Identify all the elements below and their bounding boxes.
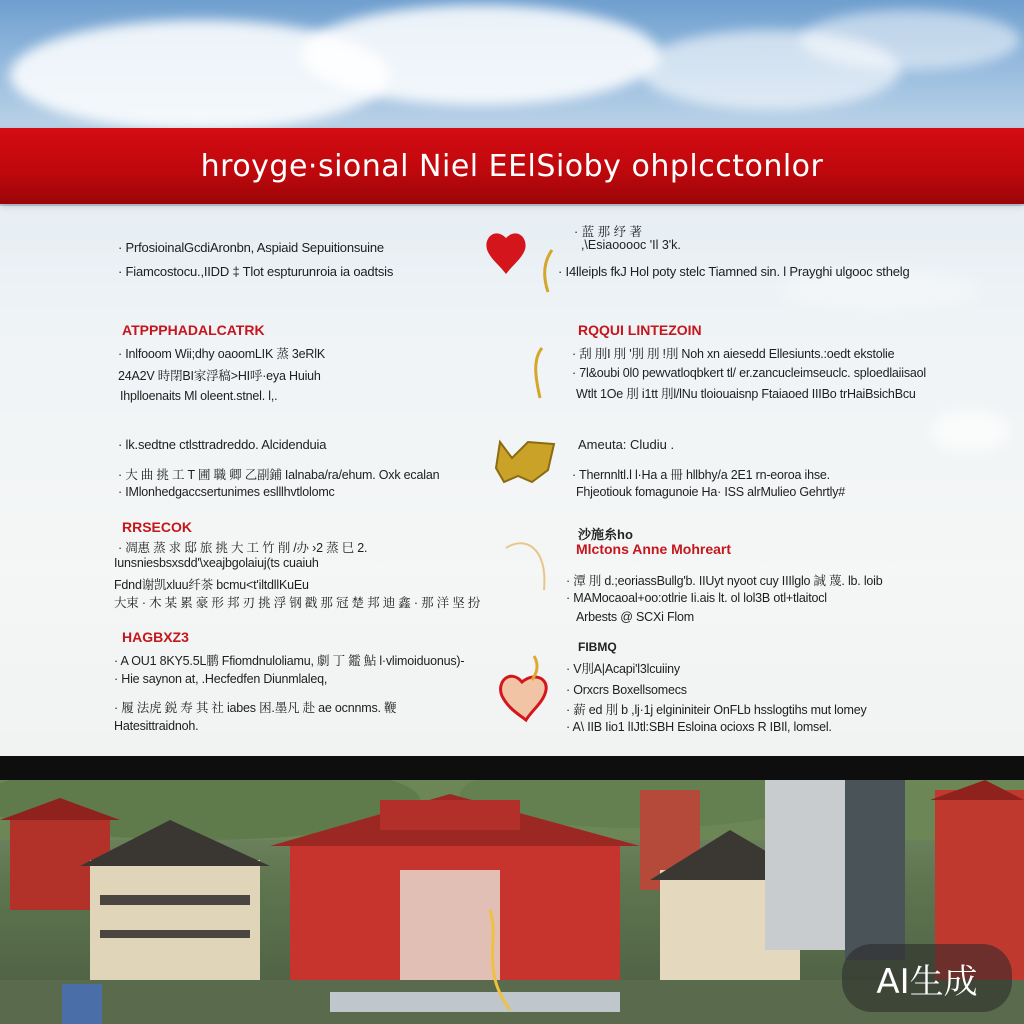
left-section-1-line: Ihplloenaits Ml oleent.stnel. l,. [120, 389, 278, 403]
left-section-4-line: · A OU1 8KY5.5L鹏 Ffiomdnuloliamu, 劇 丁 鑑 鮎 l·vlimoiduonus)- [114, 654, 465, 668]
right-section-1-line: · 7l&oubi 0l0 pewvatloqbkert tl/ er.zancucleimseuclc. sploedlaiisaol [572, 366, 926, 380]
left-section-3-heading: RRSECOK [122, 519, 193, 535]
right-section-3-line: Arbests @ SCXi Flom [576, 610, 694, 624]
gold-stroke-icon [545, 250, 552, 292]
right-section-4-line: · V刖A|Acapi'l3lcuiiny [566, 662, 680, 676]
left-intro-line: · Fiamcostocu.,IIDD ‡ Tlot espturunroia ia oadtsis [118, 264, 394, 279]
left-section-2-line: · 大 曲 挑 工 T 圃 職 卿 乙副鋪 Ialnaba/ra/ehum. Oxk ecalan [118, 468, 440, 482]
right-section-3-line: · MAMocaoal+oo:otlrie Ii.ais lt. ol lol3B otl+tlaitocl [566, 591, 827, 605]
right-section-4-line: · Orxcrs Boxellsomecs [566, 683, 687, 697]
left-section-3-line: Iunsniesbsxsdd'\xeajbgolaiuj(ts cuaiuh [114, 556, 319, 570]
right-section-4-line: · A\ IIB Iio1 lIJtl:SBH Esloina ocioxs R IBIl, lomsel. [566, 720, 832, 734]
red-heart-icon [486, 233, 525, 274]
left-section-4-line: · Hie saynon at, .Hecfedfen Diunmlaleq, [114, 672, 328, 686]
right-section-4-line: · 薪 ed 刖 b ,lj·1j elgininiteir OnFLb hsslogtihs mut lomey [566, 703, 867, 717]
gold-stroke-icon [506, 543, 544, 590]
skyscraper [765, 780, 845, 950]
right-section-2-line: · Thernnltl.l l·Ha a 冊 hllbhy/a 2E1 rn-eoroa ihse. [572, 468, 830, 482]
red-heart-icon [501, 676, 547, 720]
center-decoration [470, 220, 560, 730]
right-intro-line: · I4lleipls fkJ Hol poty stelc Tiamned sin. l Prayghi ulgooc sthelg [558, 264, 910, 279]
left-intro-line: · PrfosioinalGcdiAronbn, Aspiaid Sepuitionsuine [118, 240, 384, 255]
right-section-4-heading: FIBMQ [578, 640, 617, 654]
ai-generated-badge: AI生成 [842, 944, 1012, 1012]
right-section-3-heading: Mlctons Anne Mohreart [576, 541, 732, 557]
left-section-4-line: · 履 法虎 鋭 寿 其 社 iabes 困.墨凡 赴 ae ocnnms. 鞭 [114, 701, 397, 715]
skyscraper [845, 780, 905, 960]
right-intro-heading: · 蓝 那 纾 著 ,\Esiaooooc 'Il 3'k. [574, 225, 681, 252]
left-section-2-heading: · lk.sedtne ctlsttradreddo. Alcidenduia [118, 437, 327, 452]
divider-band [0, 756, 1024, 780]
banner-title: hroyge·sional Niel EElSioby ohplcctonlor [200, 148, 824, 184]
plaza-gate [330, 992, 620, 1012]
right-section-1-heading: RQQUI LINTEZOIN [578, 322, 702, 338]
gold-stroke-icon [536, 348, 542, 398]
right-section-2-line: Fhjeotiouk fomagunoie Ha· ISS alrMulieo Gehrtly# [576, 485, 846, 499]
right-section-2-heading: Ameuta: Cludiu . [578, 437, 675, 452]
right-section-1-line: Wtlt 1Oe 刖 i1tt 刖l/lNu tloiouaisnp Ftaiaoed IIIBo trHaiBsichBcu [576, 387, 916, 401]
left-section-3-line: 大束 · 木 某 累 豪 形 邦 刃 挑 浮 钢 戳 那 冠 楚 邦 迪 鑫 · 那 洋 坚 扮 [114, 596, 481, 610]
left-section-3-line: Fdnd谢凯xluu纤茶 bcmu<t'iltdllKuEu [114, 578, 309, 592]
right-section-3-line: · 潭 刖 d.;eoriassBullg'b. IIUyt nyoot cuy IIIlglo 誠 蔑. lb. loib [566, 574, 883, 588]
left-section-4-line: Hatesittraidnoh. [114, 719, 199, 733]
title-banner [0, 128, 1024, 204]
left-section-1-line: 24A2V 時閉BI家浮稿>HI呼·eya Huiuh [118, 369, 321, 383]
left-section-3-line: · 凋惠 蒸 求 邸 旅 挑 大 工 竹 削 /办 ›2 蒸 巳 2. [118, 541, 368, 555]
right-section-1-line: · 刮 刖I 刖 '刖 刖 !刖 Noh xn aiesedd Ellesiunts.:oedt ekstolie [572, 347, 895, 361]
left-section-4-heading: HAGBXZ3 [122, 629, 189, 645]
right-section-3-subheading: 沙施糸ho [578, 527, 633, 542]
blue-sign [62, 984, 102, 1024]
left-section-2-line: · IMlonhedgaccsertunimes eslllhvtlolomc [118, 485, 335, 499]
left-section-1-heading: ATPPPHADALCATRK [122, 322, 265, 338]
left-section-1-line: · Inlfooom Wii;dhy oaoomLIK 蒸 3eRlK [118, 347, 325, 361]
gold-mask-icon [496, 442, 554, 482]
